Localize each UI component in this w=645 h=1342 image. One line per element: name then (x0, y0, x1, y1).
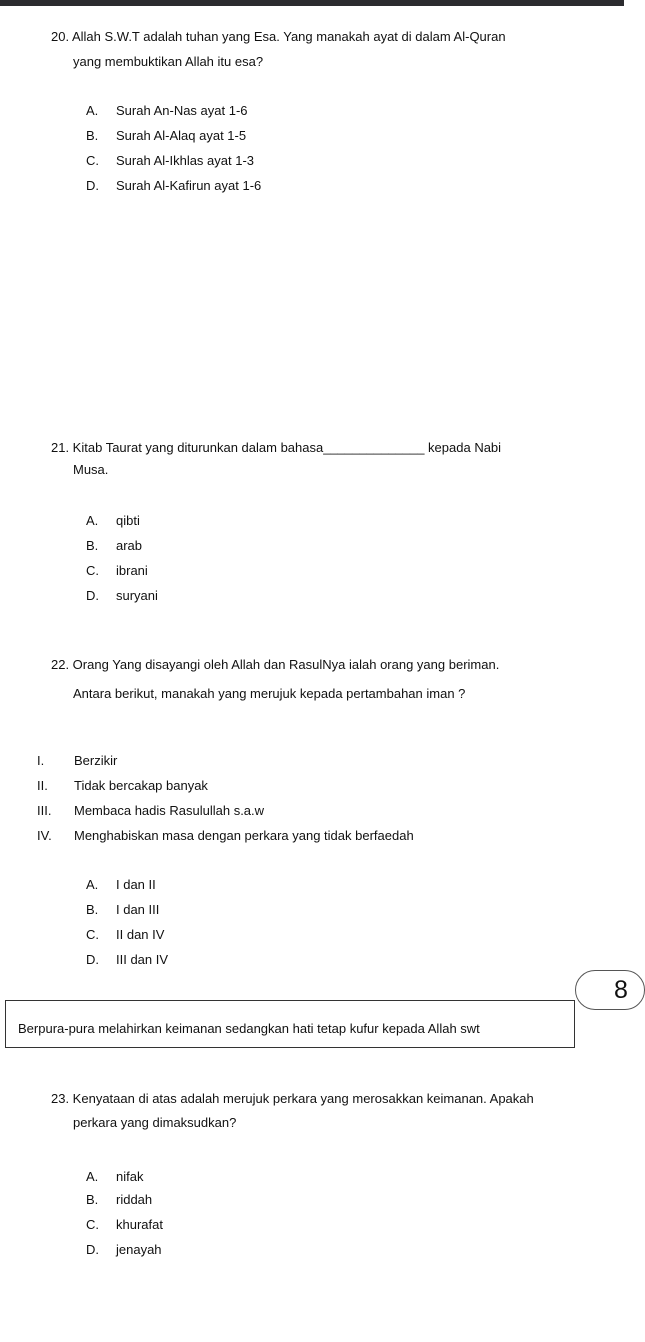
q21-text-line2: Musa. (73, 462, 109, 477)
q20-option-c: C. Surah Al-Ikhlas ayat 1-3 (86, 153, 255, 168)
q23-option-c: C. khurafat (86, 1217, 163, 1232)
statement-box (5, 1000, 575, 1048)
page-number: 8 (614, 976, 628, 1004)
q22-statement-ii: II. Tidak bercakap banyak (37, 778, 208, 793)
q22-text-line2: Antara berikut, manakah yang merujuk kepada pertambahan iman ? (73, 686, 466, 701)
top-status-bar (0, 0, 624, 6)
q22-statement-iv: IV. Menghabiskan masa dengan perkara yang tidak berfaedah (37, 828, 414, 843)
q23-text-line2: perkara yang dimaksudkan? (73, 1115, 237, 1130)
q22-option-a: A. I dan II (86, 877, 156, 892)
q23-text-line1: 23. Kenyataan di atas adalah merujuk perkara yang merosakkan keimanan. Apakah (51, 1091, 534, 1106)
q23-option-b: B. riddah (86, 1192, 153, 1207)
q21-option-c: C. ibrani (86, 563, 148, 578)
q21-option-b: B. arab (86, 538, 143, 553)
page-number-badge (575, 970, 645, 1010)
q20-text-line2: yang membuktikan Allah itu esa? (73, 54, 264, 69)
q21-text-line1: 21. Kitab Taurat yang diturunkan dalam bahasa______________ kepada Nabi (51, 440, 502, 455)
q21-option-a: A. qibti (86, 513, 140, 528)
q20-option-a: A. Surah An-Nas ayat 1-6 (86, 103, 248, 118)
q22-statement-iii: III. Membaca hadis Rasulullah s.a.w (37, 803, 265, 818)
q22-text-line1: 22. Orang Yang disayangi oleh Allah dan RasulNya ialah orang yang beriman. (51, 657, 500, 672)
q20-option-d: D. Surah Al-Kafirun ayat 1-6 (86, 178, 262, 193)
q22-option-b: B. I dan III (86, 902, 160, 917)
q20-option-b: B. Surah Al-Alaq ayat 1-5 (86, 128, 247, 143)
q23-option-a: A. nifak (86, 1169, 144, 1184)
statement-text: Berpura-pura melahirkan keimanan sedangkan hati tetap kufur kepada Allah swt (18, 1021, 480, 1036)
q22-option-d: D. III dan IV (86, 952, 169, 967)
q20-text-line1: 20. Allah S.W.T adalah tuhan yang Esa. Yang manakah ayat di dalam Al-Quran (51, 29, 506, 44)
q23-option-d: D. jenayah (86, 1242, 162, 1257)
q22-statement-i: I. Berzikir (37, 753, 118, 768)
q22-option-c: C. II dan IV (86, 927, 165, 942)
q21-option-d: D. suryani (86, 588, 158, 603)
